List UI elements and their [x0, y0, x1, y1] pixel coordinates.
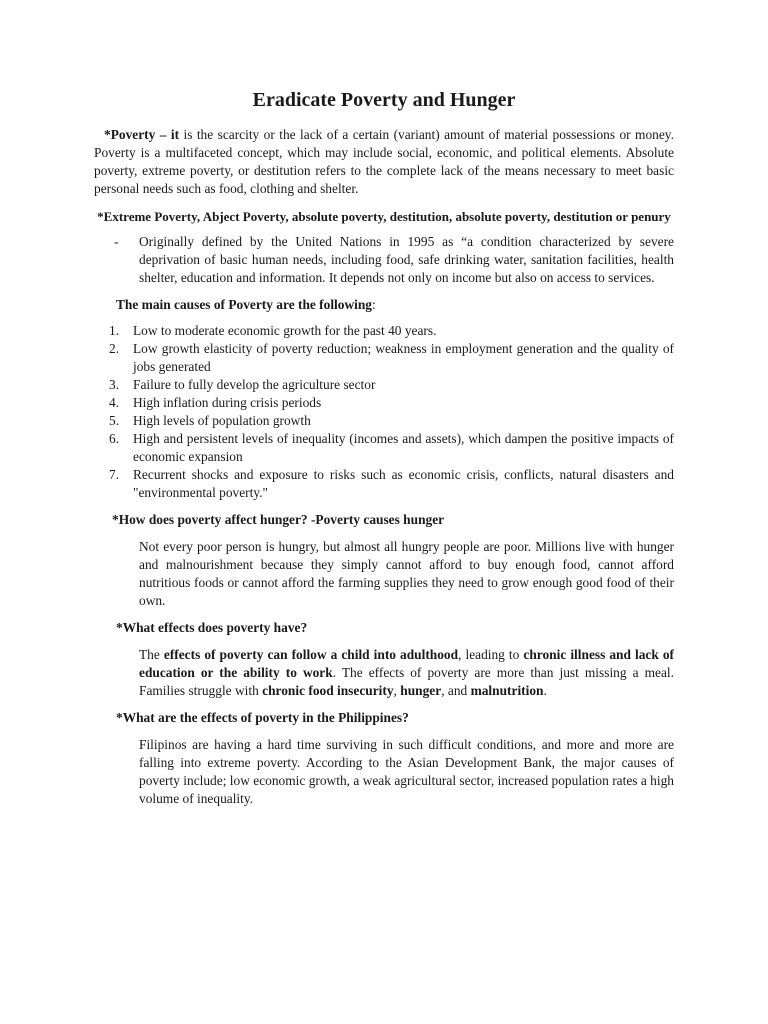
list-item-text: High and persistent levels of inequality (incomes and assets), which dampen the positive impacts of economic expansion	[133, 431, 674, 464]
list-item-text: Recurrent shocks and exposure to risks such as economic crisis, conflicts, natural disasters and "environmental poverty."	[133, 467, 674, 500]
causes-list	[94, 322, 674, 502]
effects-bold-3: chronic food insecurity	[262, 683, 394, 698]
list-item	[94, 394, 674, 412]
list-item-text: Low growth elasticity of poverty reduction; weakness in employment generation and the quality of jobs generated	[133, 341, 674, 374]
list-item	[94, 412, 674, 430]
effects-answer	[139, 646, 674, 700]
philippines-question-heading: *What are the effects of poverty in the Philippines?	[116, 710, 409, 725]
list-item-text: Low to moderate economic growth for the past 40 years.	[133, 323, 437, 338]
effects-text-6: .	[543, 683, 547, 698]
list-number: 2.	[109, 341, 120, 356]
page-title: Eradicate Poverty and Hunger	[252, 89, 516, 111]
effects-text-3: . The effects of poverty are more than just missing a meal. Families struggle with	[139, 665, 674, 698]
intro-term: *Poverty – it	[104, 127, 180, 142]
effects-text-5: , and	[441, 683, 471, 698]
intro-text: is the scarcity or the lack of a certain (variant) amount of material possessions or money. Poverty is a multifaceted concept, which may include social, economic, and political elements. Absolute poverty, extreme poverty, or destitution refers to the complete lack of the means necessary to meet basic personal needs such as food, clothing and shelter.	[94, 127, 674, 196]
list-item	[94, 466, 674, 502]
list-item-text: Failure to fully develop the agriculture sector	[133, 377, 376, 392]
list-item	[94, 376, 674, 394]
effects-bold-4: hunger	[400, 683, 442, 698]
list-number: 3.	[109, 377, 120, 392]
causes-heading	[116, 296, 674, 314]
list-number: 1.	[109, 323, 120, 338]
definition-text: Originally defined by the United Nations in 1995 as “a condition characterized by severe deprivation of basic human needs, including food, safe drinking water, sanitation facilities, health shelter, education and information. It depends not only on income but also on access to services.	[139, 234, 674, 285]
list-number: 6.	[109, 431, 120, 446]
list-number: 7.	[109, 467, 120, 482]
list-item	[94, 322, 674, 340]
effects-text-1: The	[139, 647, 164, 662]
effects-bold-2: chronic illness and lack of education or the ability to work	[139, 647, 674, 680]
causes-heading-text: The main causes of Poverty are the following	[116, 297, 373, 312]
list-item	[94, 430, 674, 466]
list-number: 5.	[109, 413, 120, 428]
effects-text-2: , leading to	[458, 647, 524, 662]
philippines-answer: Filipinos are having a hard time surviving in such difficult conditions, and more and more are falling into extreme poverty. According to the Asian Development Bank, the major causes of poverty include; low economic growth, a weak agricultural sector, increased population rates a high volume of inequality.	[139, 737, 674, 806]
causes-heading-colon: :	[372, 297, 376, 312]
effects-bold-5: malnutrition	[470, 683, 544, 698]
document-page	[94, 86, 674, 808]
effects-text-4: ,	[393, 683, 401, 698]
extreme-poverty-definition	[94, 233, 674, 287]
effects-bold-1: effects of poverty can follow a child into adulthood	[163, 647, 459, 662]
list-item-text: High levels of population growth	[133, 413, 311, 428]
list-item-text: High inflation during crisis periods	[133, 395, 322, 410]
dash-bullet: -	[114, 234, 119, 249]
effects-question-heading: *What effects does poverty have?	[116, 620, 308, 635]
list-item	[94, 340, 674, 376]
hunger-answer: Not every poor person is hungry, but almost all hungry people are poor. Millions live with hunger and malnourishment because they simply cannot afford to buy enough food, cannot afford nutritious foods or cannot afford the farming supplies they need to grow enough good food of their own.	[139, 539, 674, 608]
hunger-question-heading: *How does poverty affect hunger? -Poverty causes hunger	[112, 512, 445, 527]
intro-paragraph	[94, 126, 674, 198]
list-number: 4.	[109, 395, 120, 410]
extreme-poverty-heading: *Extreme Poverty, Abject Poverty, absolute poverty, destitution, absolute poverty, destitution or penury	[97, 209, 671, 224]
